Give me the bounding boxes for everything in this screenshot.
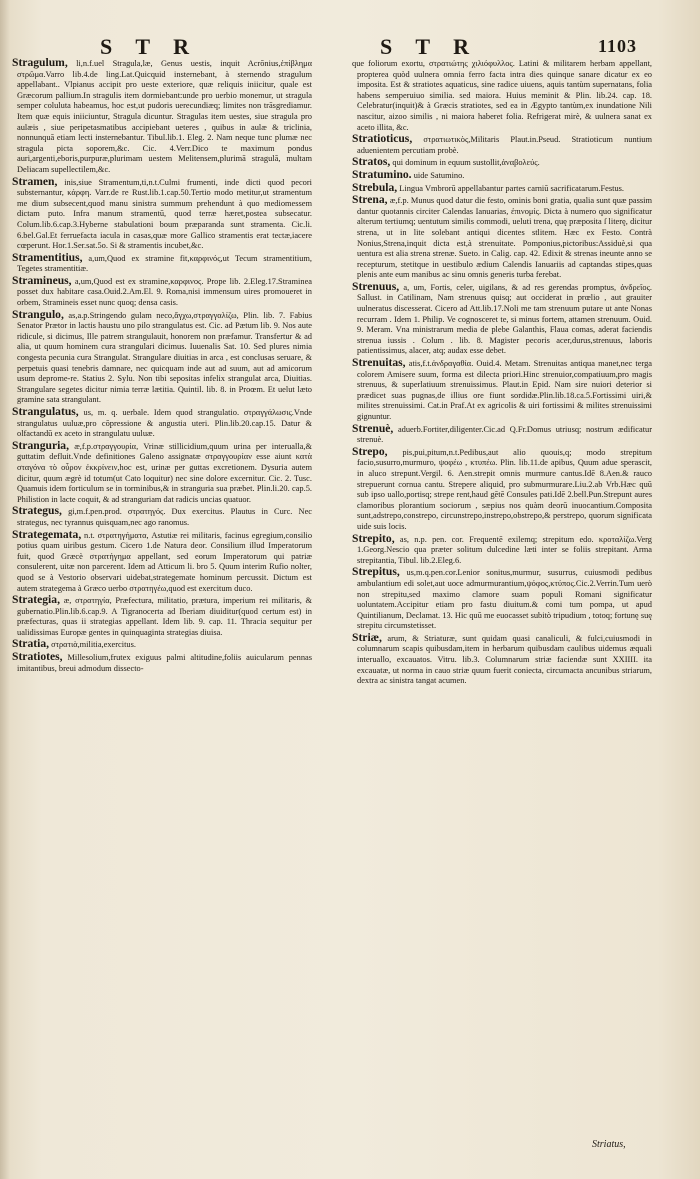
entry-headword: Strepito, — [352, 531, 395, 545]
entry-text: us, m. q. uerbale. Idem quod strangulatio. στραγγάλωσις.Vnde strangulatus uuluæ,pro cōpressione & angustia uteri. Plin.lib.20.cap.15. Datur & olfactandū ex aceto in strangulatu uuluæ. — [17, 408, 312, 439]
entry-text: n.t. στρατηγήματα, Astutiæ rei militaris, facinus egregium,consilio potius quam uiribus gestum. Cicero 1.de Natura deor. Consilium illud Imperatorum fuit, quod Græcè στρατήγημα appellant, sed eorum Imperatorum qui patriæ consulerent, uitæ non parcerent. Idem ad Atticum li. bro 5. Quum interim Rufio nolter, quod se à Vestorio observari uidebat,strategemate hominum percussit. Dictum est autem strategema à Græco uerbo στρατηγέω,quod est exercitum duco. — [17, 530, 312, 593]
entry-text: Lingua Vmbrorū appellabantur partes carniū sacrificatarum.Festus. — [399, 183, 625, 193]
entry-text: as, n.p. pen. cor. Frequentē exilemq; strepitum edo. κροταλίζω.Verg 1.Georg.Nescio qua præter solitum dulcedine læti inter se foliis strepitant. Arma strepitantia, Tibul. lib.2.Eleg.6. — [357, 534, 652, 565]
entry-text: arum, & Striaturæ, sunt quidam quasi canaliculi, & fulci,cuiusmodi in columnarum scapis quibusdam,item in herbarum quibusdam caulibus uidemus æquali interuallo, excauatos. Vitru. lib.3. Columnarum striæ faciendæ sunt XXIIII. ita excauatæ, ut norma in cauo striæ quum fuerit coniecta, circumacta ancunibus striarum, dextra ac sinistra tangat acumen. — [357, 633, 652, 686]
entry-text: pis,pui,pitum,n.t.Pedibus,aut alio quouis,q; modo strepitum facio,susurro,murmuro, ψοφέω , κτυπέω. Plin. lib.11.de apibus, Quum adue sperascit, in aluco strepunt.Vergil. 6. Aen.strepit omnis murmure cantus.Idē 8.Aen.& rauco strepuerunt cornua cantu. Strepere aliquid, pro submurmurare.Liu.2.ab Vrb.Hæc quū sub ipso uallo,portisq; strepe rent,haud gētē Consules pati.Idē 2.bell.Pun.Strepunt aures clamoribus plorantium sociorum , sæpius nos quàm deorū inuocantium.Composita sunt,adstrepo,constrepo, circunstrepo,instrepo,obstrepo,& perstrepo, quorum significata uide suis locis. — [357, 447, 652, 531]
page-number: 1103 — [598, 36, 638, 56]
entry-headword: Strategia, — [12, 593, 60, 607]
catchword: Striatus, — [592, 1139, 626, 1150]
entry-headword: Stratos, — [352, 155, 391, 169]
dictionary-entry — [352, 444, 652, 533]
dictionary-entry — [352, 180, 652, 195]
dictionary-entry — [352, 195, 652, 281]
entry-text: gi,m.f.pen.prod. στρατηγός. Dux exercitus. Plautus in Curc. Nec strategus, nec tyrannus quisquam,nec ago ranomus. — [17, 507, 312, 527]
dictionary-entry — [352, 567, 652, 632]
entry-text: æ, στρατηγία, Præfectura, militatio, prætura, imperium rei militaris, & gubernatio.Plin.lib.6.cap.9. A Tigranocerta ad Iberiam diuiditur(quod certum est) in præfecturas, quas ii strategias appellant. Idem lib. 9. cap. 11. Thracia sequitur per ualidissimas Europæ gentes in quinquaginta strategias diuisa. — [17, 596, 312, 637]
entry-text: qui dominum in equum sustollit,ἀναβολεύς. — [392, 158, 540, 168]
entry-headword: Stramen, — [12, 174, 58, 188]
dictionary-entry — [352, 279, 652, 357]
entry-text: a,um,Quod est ex stramine,καρφινος. Prope lib. 2.Eleg.17.Straminea posset dux habitare casa.Ouid.2.Am.El. 9. Roma,nisi immensum uires promoueret in orbem, Stramineis esset nunc quoq; densa casis. — [17, 276, 312, 308]
entry-text: li,n.f.uel Stragula,læ, Genus uestis, inquit Acrōnius,ἐπίβλημα στρῶμα.Varro lib.4.de ling.Lat.Quicquid insternebant, à sternendo stragulum appellabant.. Vlpianus accipit pro ueste exteriore, quæ reliquis iniicitur, quale est Græcorum pallium.In stragulis item dormiebant:unde pro uerbio monemur, ut stragula semper coluluta habeamus, hoc est,ut pudoris uerecundiæq; limites non trāsgrediamur. Item quæ equis iniiciuntur, Stragula dicuntur. Stragulas item uestes, siue stragula pro aulæis , siue peripetasmatibus accipiebant ueteres , quibus in aulæ & triclinia, nonnunquā etiam lecti insternebantur. Tibul.lib.1. Eleg. 2. Nam neque tunc plumæ nec stragula picta soporem,&c. Cic. 4.Verr.Dico te maximum pondus auri,argenti,eboris,purpuræ,plurimam uestem Melitensem,plurimā stragulā, multam Deliacam supellectilem,&c. — [17, 59, 312, 174]
dictionary-entry — [12, 506, 312, 528]
dictionary-entry — [352, 421, 652, 446]
entry-headword: Strategemata, — [12, 527, 82, 541]
dictionary-entry — [12, 273, 312, 309]
dictionary-entry — [352, 58, 652, 133]
entry-headword: Stranguria, — [12, 438, 70, 452]
dictionary-entry — [12, 595, 312, 638]
entry-headword: Stratiotes, — [12, 650, 63, 664]
entry-text: στρατιὰ,militia,exercitus. — [51, 640, 136, 650]
entry-headword: Strangulo, — [12, 307, 64, 321]
dictionary-entry — [12, 307, 312, 406]
dictionary-entry — [12, 174, 312, 252]
running-head — [0, 34, 700, 60]
entry-text: aduerb.Fortiter,diligenter.Cic.ad Q.Fr.Domus utriusq; nostrum ædificatur strenuè. — [357, 424, 652, 445]
dictionary-entry — [12, 438, 312, 506]
entry-text: que foliorum exortu, στρατιώτης χιλιόφυλλος. Latini & militarem herbam appellant, propterea quòd uulnera omnia ferro facta intra dies quinque sanare dicatur ex eo imposita. Est & stratiotes aquaticus, sine radice uiuens, aquis tantùm supernatans, folia habens semperuiuo similia. sed maiora. Huius meminit & Plin. lib.24. cap. 18. Celebratur(inquit)& à Græcis stratiotes, sed ea in Ægypto tantùm,ex inundatione Nili nascitur, aizoo similis , ni maiora haberet folia. Refrigerat mirè, & uulnera sanat ex aceto illita, &c. — [352, 59, 652, 132]
dictionary-entry — [352, 630, 652, 687]
entry-text: a,um,Quod ex stramine fit,καρφινός,ut Tecum stramentitium, Tegetes stramentitiæ. — [17, 253, 312, 274]
dictionary-entry — [12, 407, 312, 440]
dictionary-entry — [12, 58, 312, 176]
dictionary-entry — [12, 250, 312, 275]
dictionary-entry — [352, 134, 652, 156]
entry-headword: Strepo, — [352, 444, 388, 458]
entry-headword: Stramentitius, — [12, 250, 83, 264]
right-column — [352, 58, 652, 1098]
dictionary-entry — [12, 527, 312, 595]
entry-headword: Strenuitas, — [352, 356, 406, 370]
entry-headword: Stragulum, — [12, 58, 68, 69]
running-head-right: S T R — [380, 34, 479, 59]
entry-headword: Strategus, — [12, 504, 62, 518]
dictionary-entry — [12, 652, 312, 674]
entry-headword: Stratioticus, — [352, 132, 413, 146]
entry-headword: Strangulatus, — [12, 405, 79, 418]
entry-text: στρατιωτικὸς,Militaris Plaut.in.Pseud. Stratioticum nuntium aduenientem percutiam probè. — [357, 135, 652, 155]
dictionary-entry — [352, 358, 652, 423]
entry-text: uide Satumino. — [413, 170, 465, 180]
entry-text: Millesolium,frutex exiguus palmi altitudine,foliis auicularum pennas imitantibus, breui admodum dissecto- — [17, 653, 312, 673]
entry-text: atis,f.t.ἀνδραγαθία. Ouid.4. Metam. Strenuitas antiqua manet,nec terga colorem Amisere suum, forma est dilecta priori.Hinc strenuior,compatiuum,pro magis strenuus, & superlatiuum strenuissimus. Plaut.in Epid. Nam sire nuiori deterior si prædicet suas pugnas,de illius ore fiunt sordidæ.Plin.lib.18.ca.5.Fortissimi uiri,& milites strenuissimi. Cat.in Praf.At ex agricolis & uiri fortissimi & milites strenuissimi gignuntur. — [357, 359, 652, 421]
entry-text: æ,f.p. Munus quod datur die festo, ominis boni gratia, qualia sunt quæ passim dantur quotannis circiter Calendas Ianuarias, ἐπινομίς. Dicta à numero quo significatur alterum tertiumq; uentutum similis commodi, ueluti trena, quę præposita ſ literę, dicitur strena, ut in lite solebant antiqui dicentes stlitem. Hæc ex Festo. Contrà Nonius,Strena,inquit dicta est,à strenuitate. Pomponius,pictoribus:Assiduè,si qua uentura est alia strena strenæ. Sueto. in Calig. cap. 42. Edixit & strenas ineunte anno se recepturum, stetitque in uestibulo ædium Calendis Ianuariis ad captandas stipes,quas plenis ante eum manibus ac sinu omnis generis turba ferebat. — [357, 196, 652, 280]
entry-headword: Striæ, — [352, 630, 382, 644]
entry-headword: Strenuus, — [352, 279, 400, 293]
entry-text: us,m.q.pen.cor.Lenior sonitus,murmur, susurrus, cuiusmodi pedibus ambulantium edi solet,aut uoce admurmurantium,ψόφος,κτύπος.Cic.2.Verrin.Tum uerò non strepitu,sed maximo clamore suam populi Romani significatur uoluntatem.Accipitur etiam pro fastu diuitum.& comi tum pompa, ut apud Quintilianum, Declamat. 13. Hic quū me euocasset subitò tripudium , totoq; fortunę suę strepitu circumstetisset. — [357, 568, 652, 631]
entry-text: as,a.p.Stringendo gulam neco,ἄγχω,στραγγαλίζω, Plin. lib. 7. Fabius Senator Prætor in lactis haustu uno pilo strangulatus est. Cic. ad Pætum lib. 9. Nos aute ridicule, si dicimus, Ille patrem strangulauit, honorem non præfamur. Transfertur & ad alia, ut quum hominem cura strangulari dicimus. Iuuenalis Sat. 10. Sed plures nimia congesta pecunia cura Strangulat. Strangulare diuitias in arca , est conclusas seruare, & perpetuis quasi tenebris damnare, nec quicquam inde aut ad suum, aut ad amicorum usum deprome-re. Statius 2. Sylu. Non tibi sepositas infelix strangulat arca, Diuitias. Strangulare segetes dicitur nimia terræ lætitia. Quintil. lib. 8. in Proœm. Et uelut læto gramine sata strangulant. — [17, 310, 312, 405]
gutter-shadow — [0, 0, 10, 1179]
entry-headword: Stratia, — [12, 637, 50, 651]
entry-headword: Strena, — [352, 193, 388, 207]
entry-headword: Strenuè, — [352, 421, 394, 435]
entry-text: æ,f.p.στραγγουρία, Vrinæ stillicidium,quum urina per interualla,& guttatim defluit.Vnde definitiones Galeno assignatæ στραγγουρίαν esse aiunt κατὰ σταγόνα τὸ οὖρον ἐκκρίνειν,hoc est, urinæ per guttas excretionem. Dysuria autem dicitur, quum ægrè id totum(ut Cato loquitur) nec sine dolore excernitur. Cic. 2. Tusc. Quamuis idem forticulum se in torminibus,& in stranguria sua præbet. Plin.li.20. cap.5. Philistion in lacte coquit, & ad stranguriam dat radicis uncias quatuor. — [17, 441, 312, 504]
entry-headword: Strebula, — [352, 180, 398, 194]
entry-text: a, um, Fortis, celer, uigilans, & ad res gerendas promptus, ἀνδρεῖος. Sallust. in Catilinam, Nam strenuus quisq; aut occiderat in prœlio , aut grauiter uulneratus discesserat. Cicero ad Att.lib.17.Noli me tam strenuum putare ut ante Nonas recurram . Idem 1. Philip. Ve cognosceret te, si minus fortem, attamen strenuum. Ouid. 9. Meram. Vna ministrarum media de plebe Galanthis, Flaua comas, aderat faciendis strenua iussis . Colum . lib. 8. Magister pecoris acer,durus,strenuus, laboris patientissimus, alacer, atq; audax esse debet. — [357, 282, 652, 356]
running-head-left: S T R — [100, 34, 199, 59]
entry-headword: Stratumino. — [352, 167, 412, 181]
entry-text: inis,siue Stramentum,ti,n.t.Culmi frumenti, inde dicti quod pecori substernantur, κάρφη. Varr.de re Rust.lib.1.cap.50.Tertio modo metitur,ut stramentum me dium subsecent,quod manu sinistra summum prehendunt à quo mediomessem dictam puto. Infra manum stramentū, quod terræ hæret,postea subsecatur. Colum.lib.6.cap.3.Hyberne stabulationi boum præparanda sunt stramenta. Cic.li. 6.bel.Gal.Et ferruefacta iacula in casas,quæ more Gallico stramentis erat tectæ,iacere cœperunt. Hor.1.Ser.sat.5o. Si & stramentis incubet,&c. — [17, 177, 312, 251]
entry-headword: Strepitus, — [352, 565, 400, 579]
entry-headword: Stramineus, — [12, 273, 72, 287]
left-column — [12, 58, 312, 1108]
dictionary-entry — [352, 531, 652, 567]
